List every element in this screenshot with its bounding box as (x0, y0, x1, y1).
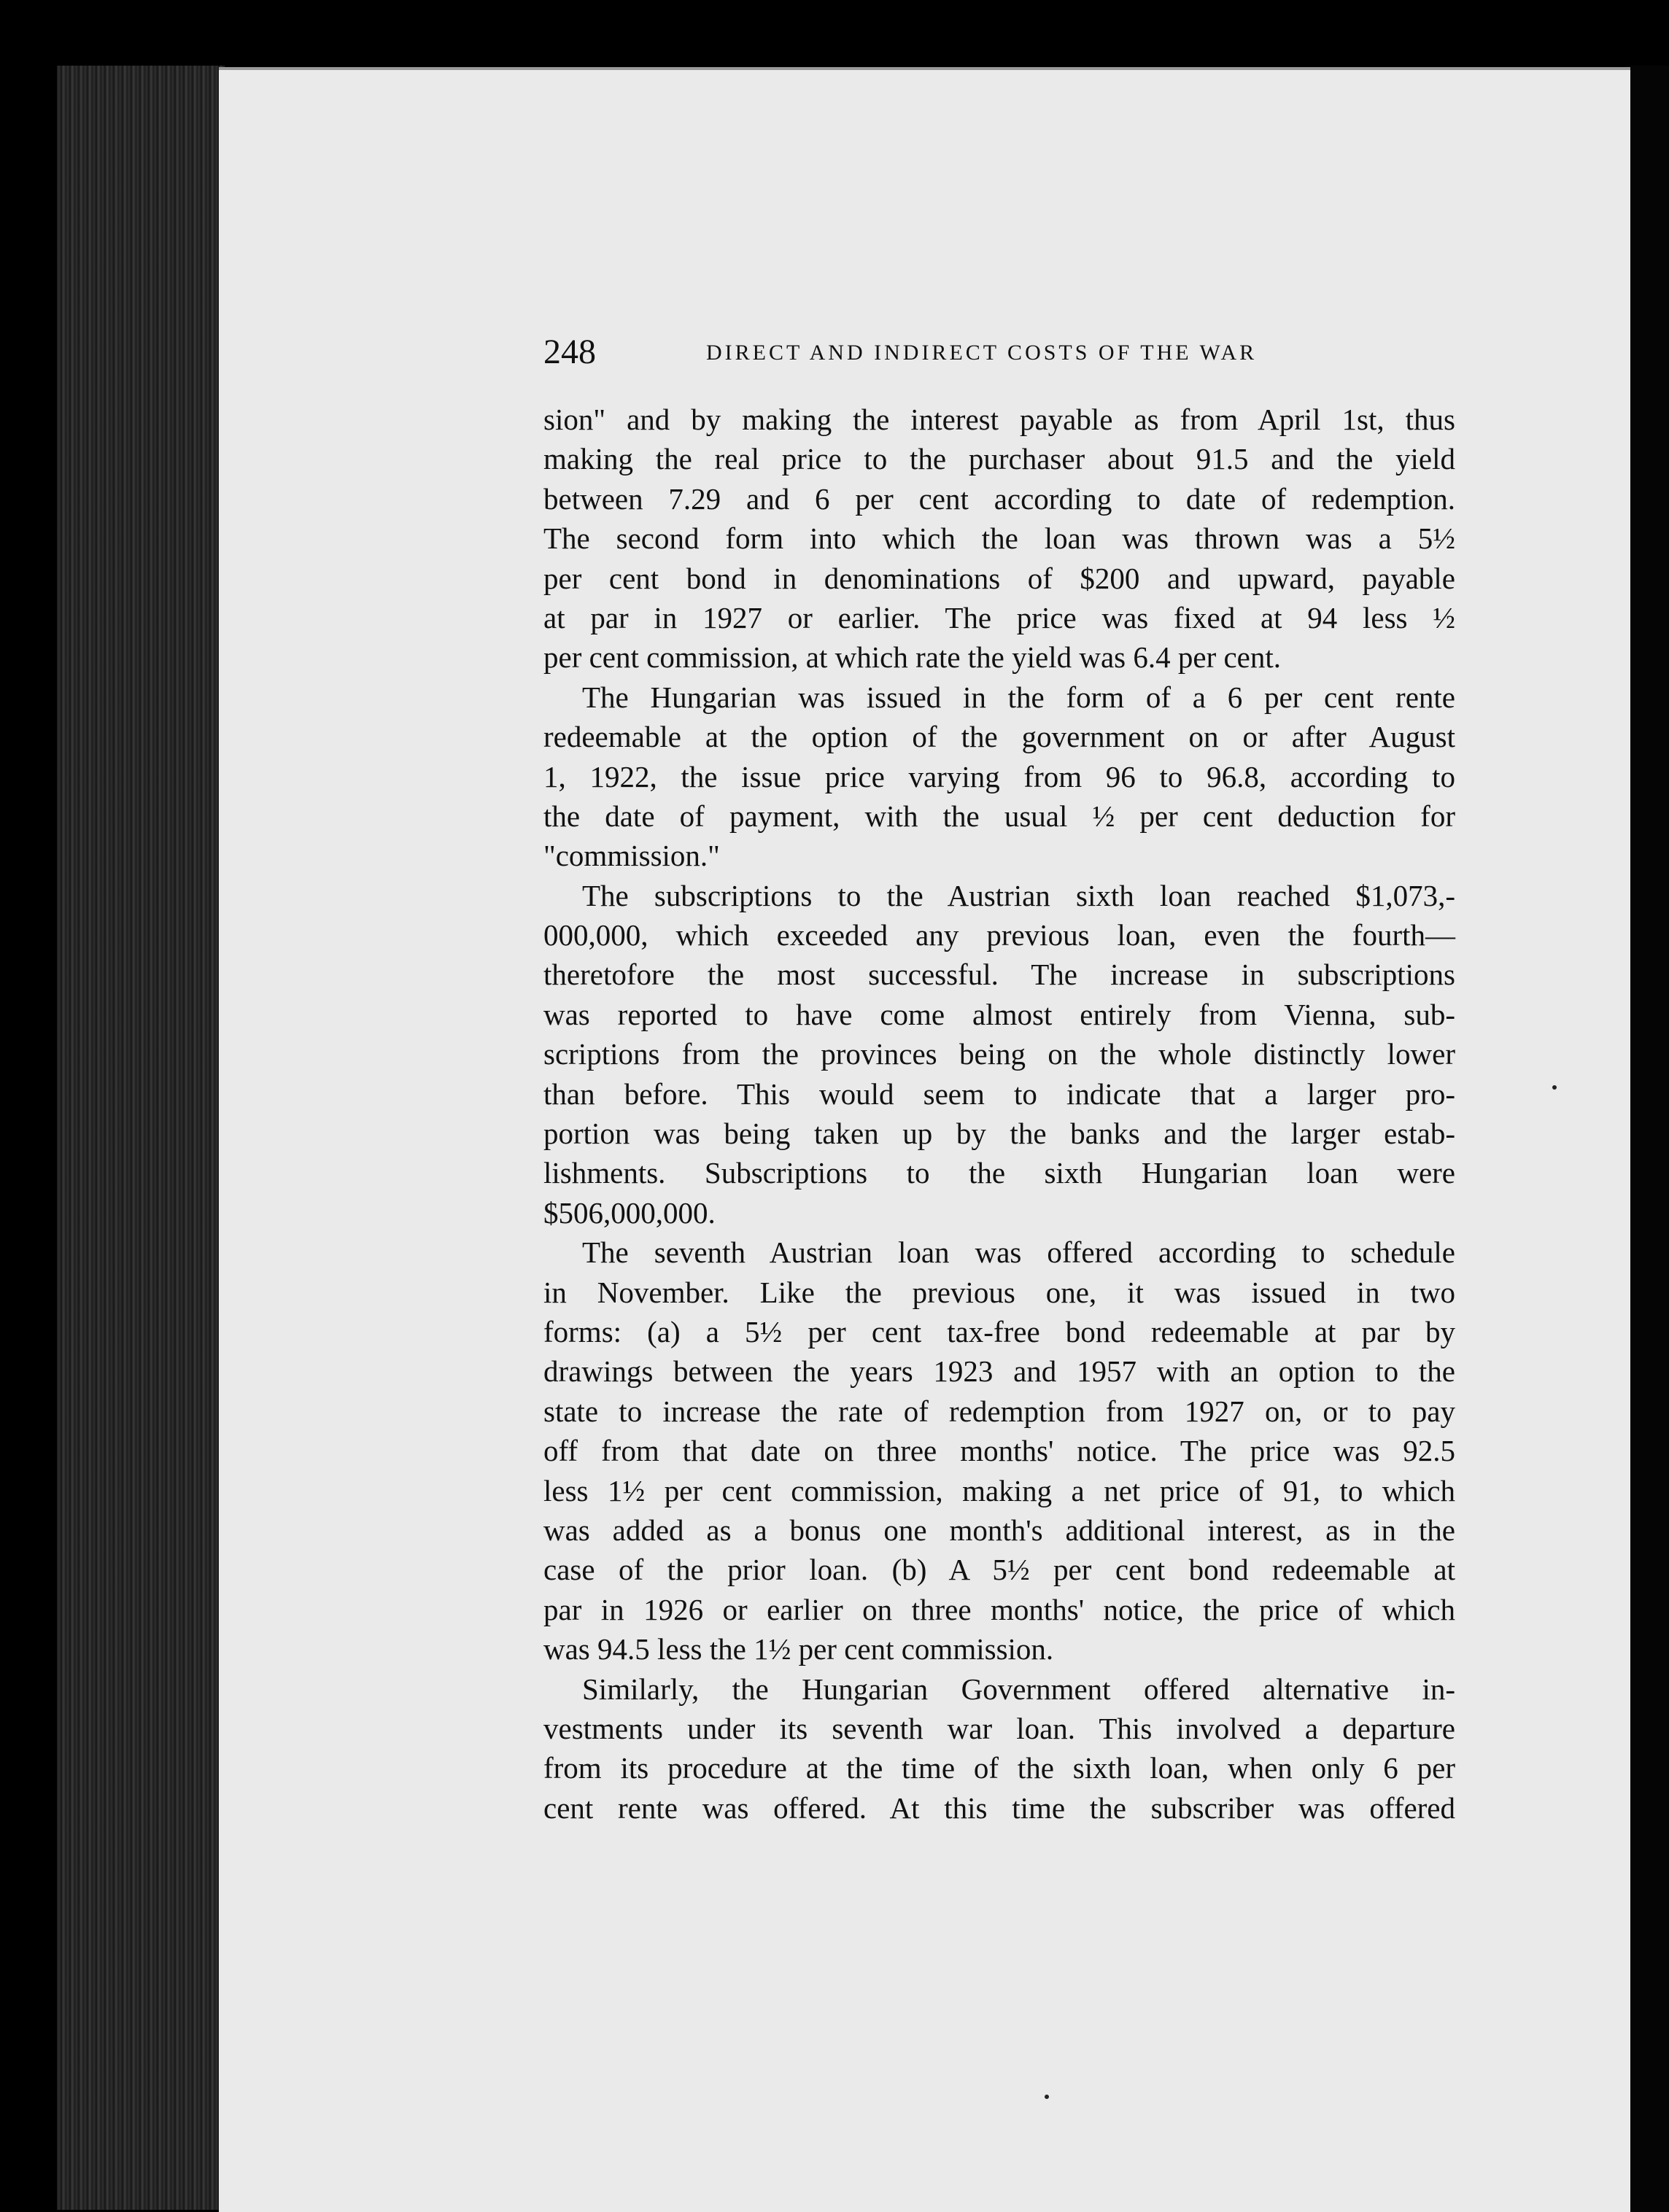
text-line: lishments. Subscriptions to the sixth Hungarian loan were (543, 1156, 1455, 1190)
text-line: portion was being taken up by the banks and the larger estab- (543, 1117, 1455, 1151)
text-line: sion" and by making the interest payable as from April 1st, thus (543, 403, 1455, 436)
scan-shadow (1625, 66, 1669, 2212)
text-line: scriptions from the provinces being on the whole distinctly lower (543, 1037, 1455, 1071)
text-line: than before. This would seem to indicate that a larger pro- (543, 1076, 1455, 1111)
text-line: from its procedure at the time of the sixth loan, when only 6 per (543, 1751, 1455, 1785)
text-line: in November. Like the previous one, it was issued in two (543, 1275, 1455, 1309)
text-line: forms: (a) a 5½ per cent tax-free bond redeemable at par by (543, 1314, 1455, 1348)
text-line: was added as a bonus one month's additional interest, as in the (543, 1513, 1455, 1547)
text-line: was reported to have come almost entirely from Vienna, sub- (543, 997, 1455, 1031)
text-line: redeemable at the option of the government on or after August (543, 720, 1455, 754)
text-line: The seventh Austrian loan was offered according to schedule (582, 1235, 1455, 1270)
scan-speck (1552, 1085, 1557, 1090)
text-line: less 1½ per cent commission, making a net price of 91, to which (543, 1473, 1455, 1507)
text-line: The subscriptions to the Austrian sixth loan reached $1,073,- (582, 878, 1455, 912)
text-line: cent rente was offered. At this time the subscriber was offered (543, 1790, 1455, 1825)
text-line: at par in 1927 or earlier. The price was fixed at 94 less ½ (543, 600, 1455, 635)
text-line: was 94.5 less the 1½ per cent commission. (543, 1632, 1054, 1666)
text-line: between 7.29 and 6 per cent according to date of redemption. (543, 481, 1455, 516)
text-line: The Hungarian was issued in the form of a 6 per cent rente (582, 680, 1455, 714)
text-line: the date of payment, with the usual ½ per cent deduction for (543, 799, 1455, 833)
book-page-edges (57, 66, 225, 2210)
text-line: case of the prior loan. (b) A 5½ per cent bond redeemable at (543, 1553, 1455, 1587)
text-line: per cent commission, at which rate the yield was 6.4 per cent. (543, 640, 1282, 675)
scan-speck (1045, 2095, 1049, 2099)
text-line: The second form into which the loan was thrown was a 5½ (543, 521, 1455, 556)
page-top-edge (219, 67, 1630, 70)
text-line: 1, 1922, the issue price varying from 96 to 96.8, according to (543, 759, 1455, 793)
text-line: making the real price to the purchaser about 91.5 and the yield (543, 442, 1455, 476)
text-line: vestments under its seventh war loan. This involved a departure (543, 1711, 1455, 1745)
text-line: 000,000, which exceeded any previous loan, even the fourth— (543, 918, 1455, 952)
text-line: per cent bond in denominations of $200 and upward, payable (543, 561, 1455, 595)
running-title: DIRECT AND INDIRECT COSTS OF THE WAR (706, 341, 1258, 365)
page-number: 248 (543, 333, 596, 371)
text-line: drawings between the years 1923 and 1957 with an option to the (543, 1354, 1455, 1389)
text-line: theretofore the most successful. The increase in subscriptions (543, 958, 1455, 992)
body-text (543, 400, 1455, 1828)
text-line: Similarly, the Hungarian Government offered alternative in- (582, 1672, 1455, 1706)
running-header (543, 332, 1455, 376)
text-line: state to increase the rate of redemption from 1927 on, or to pay (543, 1394, 1455, 1428)
text-line: off from that date on three months' notice. The price was 92.5 (543, 1434, 1455, 1468)
text-line: par in 1926 or earlier on three months' notice, the price of which (543, 1592, 1455, 1626)
text-line: "commission." (543, 839, 720, 873)
text-line: $506,000,000. (543, 1195, 716, 1230)
